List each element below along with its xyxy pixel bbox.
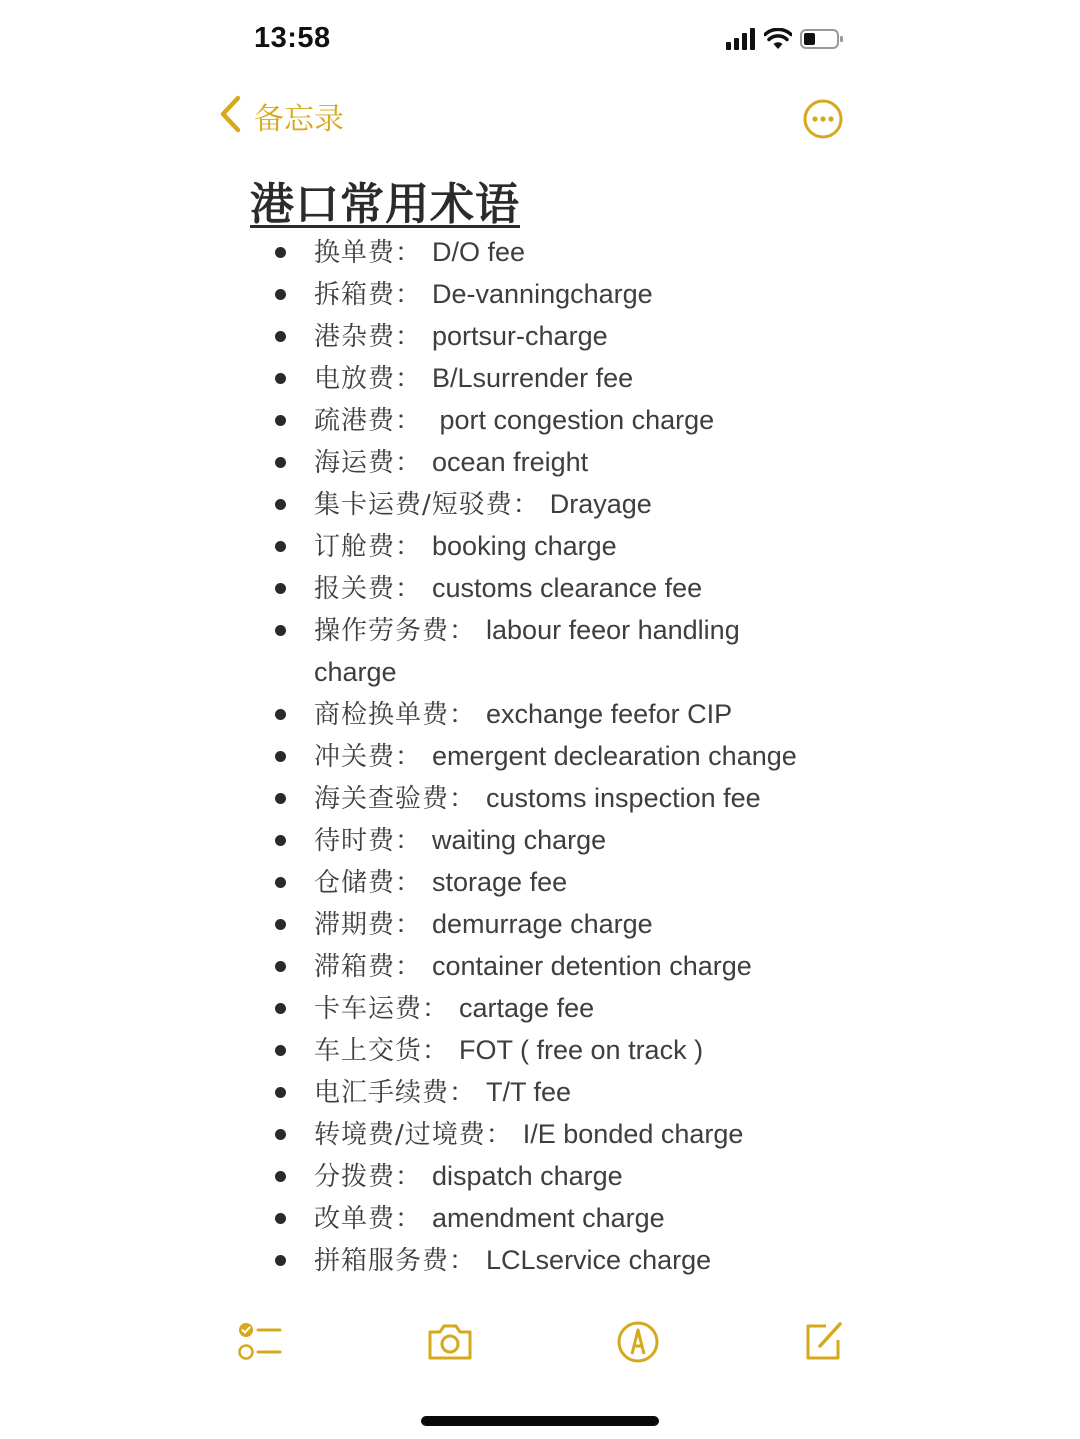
term-chinese: 车上交货： bbox=[314, 1036, 450, 1066]
list-item bbox=[272, 400, 812, 442]
list-item bbox=[272, 1030, 812, 1072]
term-chinese: 集卡运费/短驳费： bbox=[314, 490, 540, 520]
list-item bbox=[272, 694, 812, 736]
term-english: FOT ( free on track ) bbox=[459, 1035, 704, 1065]
bullet-dot bbox=[275, 415, 286, 426]
term-chinese: 电放费： bbox=[314, 364, 423, 394]
term-chinese: 报关费： bbox=[314, 574, 423, 604]
term-chinese: 转境费/过境费： bbox=[314, 1120, 513, 1150]
compose-icon bbox=[800, 1351, 848, 1370]
list-item bbox=[272, 862, 812, 904]
term-english: cartage fee bbox=[459, 993, 595, 1023]
term-english: portsur-charge bbox=[432, 321, 608, 351]
wifi-icon bbox=[764, 28, 792, 54]
term-chinese: 冲关费： bbox=[314, 742, 423, 772]
term-english: B/Lsurrender fee bbox=[432, 363, 634, 393]
term-english: container detention charge bbox=[432, 951, 752, 981]
term-english: amendment charge bbox=[432, 1203, 665, 1233]
bullet-dot bbox=[275, 289, 286, 300]
camera-button[interactable] bbox=[426, 1318, 474, 1366]
bullet-dot bbox=[275, 1045, 286, 1056]
note-title: 港口常用术语 bbox=[250, 179, 520, 230]
markup-button[interactable] bbox=[614, 1318, 662, 1366]
term-chinese: 港杂费： bbox=[314, 322, 423, 352]
bullet-dot bbox=[275, 1087, 286, 1098]
term-chinese: 换单费： bbox=[314, 238, 423, 268]
term-english: I/E bonded charge bbox=[522, 1119, 744, 1149]
list-item bbox=[272, 1156, 812, 1198]
more-button[interactable] bbox=[802, 98, 844, 140]
more-ellipsis-icon bbox=[802, 125, 844, 144]
bullet-dot bbox=[275, 1129, 286, 1140]
term-chinese: 待时费： bbox=[314, 826, 423, 856]
markup-pen-icon bbox=[614, 1351, 662, 1370]
term-english: storage fee bbox=[432, 867, 568, 897]
term-english: labour feeor handling charge bbox=[314, 615, 740, 687]
bottom-toolbar bbox=[0, 1318, 1080, 1368]
checklist-icon bbox=[236, 1351, 284, 1370]
list-item bbox=[272, 904, 812, 946]
navigation-bar bbox=[0, 90, 1080, 150]
term-chinese: 仓储费： bbox=[314, 868, 423, 898]
camera-icon bbox=[426, 1351, 474, 1370]
bullet-dot bbox=[275, 457, 286, 468]
list-item bbox=[272, 610, 812, 694]
term-chinese: 滞箱费： bbox=[314, 952, 423, 982]
term-english: Drayage bbox=[549, 489, 652, 519]
bullet-dot bbox=[275, 331, 286, 342]
term-english: booking charge bbox=[432, 531, 617, 561]
term-chinese: 分拨费： bbox=[314, 1162, 423, 1192]
term-english: customs clearance fee bbox=[432, 573, 703, 603]
term-chinese: 卡车运费： bbox=[314, 994, 450, 1024]
term-english: De-vanningcharge bbox=[432, 279, 653, 309]
term-english: LCLservice charge bbox=[486, 1245, 712, 1275]
list-item bbox=[272, 442, 812, 484]
term-english: T/T fee bbox=[486, 1077, 572, 1107]
list-item bbox=[272, 1240, 812, 1282]
term-english: customs inspection fee bbox=[486, 783, 761, 813]
bullet-dot bbox=[275, 541, 286, 552]
term-chinese: 操作劳务费： bbox=[314, 616, 477, 646]
term-english: demurrage charge bbox=[432, 909, 653, 939]
list-item bbox=[272, 736, 812, 778]
bullet-dot bbox=[275, 625, 286, 636]
list-item bbox=[272, 274, 812, 316]
term-english: emergent declearation change bbox=[432, 741, 797, 771]
term-english: D/O fee bbox=[432, 237, 526, 267]
bullet-dot bbox=[275, 1255, 286, 1266]
list-item bbox=[272, 1198, 812, 1240]
list-item bbox=[272, 988, 812, 1030]
bullet-dot bbox=[275, 709, 286, 720]
battery-icon bbox=[800, 28, 844, 54]
term-english: port congestion charge bbox=[432, 405, 715, 435]
term-chinese: 拆箱费： bbox=[314, 280, 423, 310]
bullet-dot bbox=[275, 373, 286, 384]
term-chinese: 改单费： bbox=[314, 1204, 423, 1234]
bullet-dot bbox=[275, 793, 286, 804]
status-bar bbox=[0, 0, 1080, 80]
list-item bbox=[272, 946, 812, 988]
checklist-button[interactable] bbox=[236, 1318, 284, 1366]
bullet-dot bbox=[275, 751, 286, 762]
term-list bbox=[272, 232, 812, 1282]
cellular-signal-icon bbox=[726, 28, 756, 54]
list-item bbox=[272, 232, 812, 274]
term-chinese: 商检换单费： bbox=[314, 700, 477, 730]
bullet-dot bbox=[275, 1003, 286, 1014]
back-label: 备忘录 bbox=[254, 102, 344, 137]
list-item bbox=[272, 778, 812, 820]
list-item bbox=[272, 1072, 812, 1114]
bullet-dot bbox=[275, 919, 286, 930]
bullet-dot bbox=[275, 877, 286, 888]
term-chinese: 海关查验费： bbox=[314, 784, 477, 814]
bullet-dot bbox=[275, 1213, 286, 1224]
list-item bbox=[272, 358, 812, 400]
term-chinese: 订舱费： bbox=[314, 532, 423, 562]
term-chinese: 海运费： bbox=[314, 448, 423, 478]
list-item bbox=[272, 316, 812, 358]
bullet-dot bbox=[275, 583, 286, 594]
term-english: waiting charge bbox=[432, 825, 607, 855]
list-item bbox=[272, 820, 812, 862]
list-item bbox=[272, 526, 812, 568]
term-chinese: 电汇手续费： bbox=[314, 1078, 477, 1108]
term-chinese: 疏港费： bbox=[314, 406, 423, 436]
term-english: exchange feefor CIP bbox=[486, 699, 733, 729]
list-item bbox=[272, 568, 812, 610]
back-button[interactable] bbox=[218, 94, 344, 138]
bullet-dot bbox=[275, 499, 286, 510]
chevron-left-icon bbox=[218, 95, 242, 137]
list-item bbox=[272, 1114, 812, 1156]
list-item bbox=[272, 484, 812, 526]
term-chinese: 拼箱服务费： bbox=[314, 1246, 477, 1276]
bullet-dot bbox=[275, 247, 286, 258]
compose-button[interactable] bbox=[800, 1318, 848, 1366]
bullet-dot bbox=[275, 835, 286, 846]
status-icons bbox=[726, 28, 844, 54]
term-chinese: 滞期费： bbox=[314, 910, 423, 940]
bullet-dot bbox=[275, 961, 286, 972]
status-time: 13:58 bbox=[254, 22, 331, 54]
bullet-dot bbox=[275, 1171, 286, 1182]
home-indicator bbox=[421, 1416, 659, 1426]
term-english: ocean freight bbox=[432, 447, 589, 477]
term-english: dispatch charge bbox=[432, 1161, 623, 1191]
